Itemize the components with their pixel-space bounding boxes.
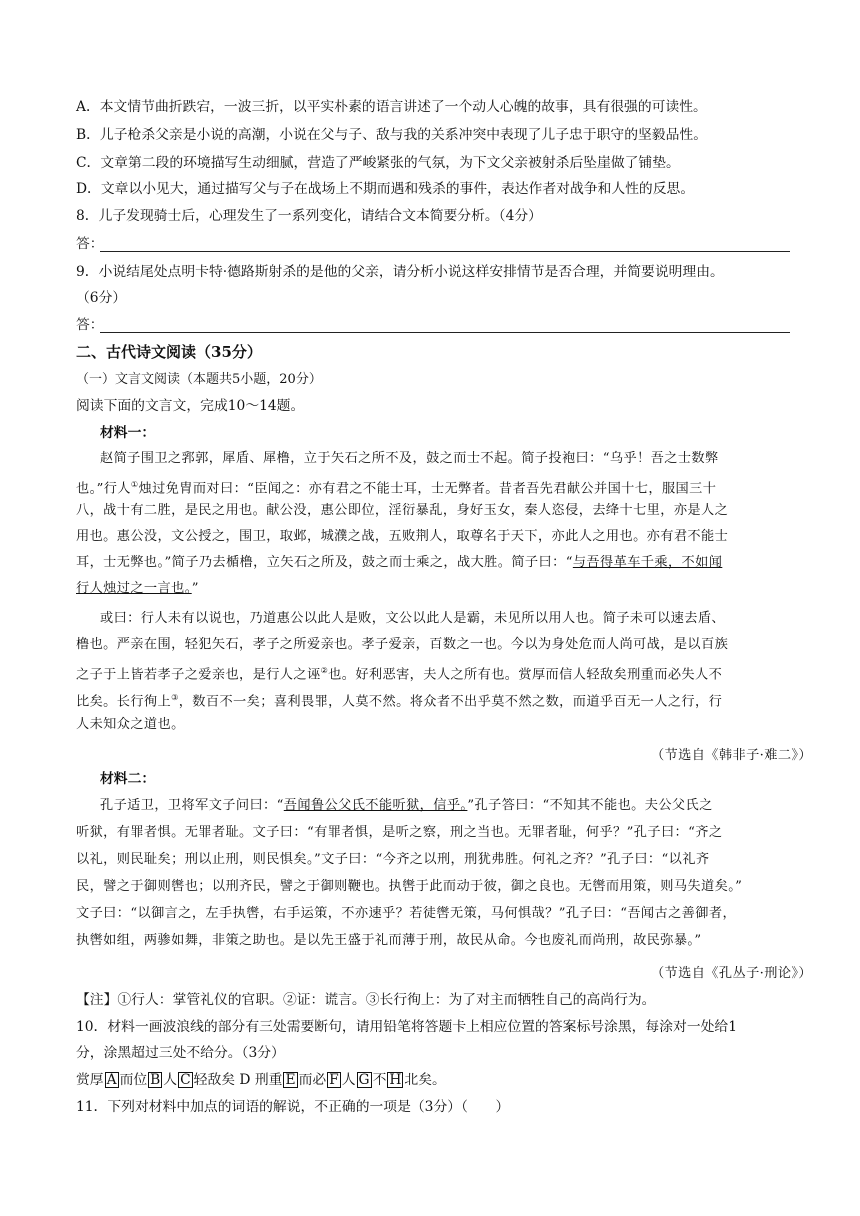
m1-line-5: 耳，士无弊也。”简子乃去楯橹，立矢石之所及，鼓之而士乘之，战大胜。简子曰：“与吾得革车千乘，不如闻	[76, 555, 723, 570]
break-option-b[interactable]: B	[150, 1072, 161, 1088]
m1-line-6: 行人烛过之一言也。”	[76, 581, 199, 596]
break-option-a[interactable]: A	[106, 1072, 117, 1088]
annotation-note: 【注】①行人：掌管礼仪的官职。②证：谎言。③长行徇上：为了对主而牺牲自己的高尚行为。	[76, 992, 656, 1008]
m1b-line-4: 比矣。长行徇上③，数百不一矣；喜利畏罪，人莫不然。将众者不出乎莫不然之数，而道乎百无一人之行，行	[76, 693, 723, 710]
note-marker-3: ③	[171, 693, 179, 702]
question-10-line2: 分，涂黑超过三处不给分。（3分）	[76, 1045, 285, 1061]
question-9-line2: （6分）	[76, 290, 127, 306]
m1-line-4: 用也。惠公没，文公授之，围卫，取邺，城濮之战，五败荆人，取尊名于天下，亦此人之用也。亦有君不能士	[76, 529, 729, 544]
material-1-label: 材料一：	[100, 425, 156, 441]
m1-line-2: 也。”行人①烛过免胄而对曰：“臣闻之：亦有君之不能士耳，士无弊者。昔者吾先君献公并国十七，服国三十	[76, 480, 717, 497]
option-c: C．文章第二段的环境描写生动细腻，营造了严峻紧张的气氛，为下文父亲被射杀后坠崖做了铺垫。	[76, 155, 680, 171]
underlined-sentence-cont: 行人烛过之一言也。	[76, 581, 192, 596]
m1b-line-5: 人未知众之道也。	[76, 717, 185, 732]
m2-line-6: 执辔如组，两骖如舞，非策之助也。是以先王盛于礼而薄于刑，故民从命。今也废礼而尚刑，故民弥暴。”	[76, 933, 702, 948]
note-marker-1: ①	[130, 480, 139, 489]
underlined-question: 吾闻鲁公父氏不能听狱，信乎。	[283, 798, 468, 813]
section-title: 二、古代诗文阅读（35分）	[76, 343, 262, 361]
material-2-label: 材料二：	[100, 771, 156, 787]
m2-line-3: 以礼，则民耻矣；刑以止刑，则民惧矣。”文子曰：“今齐之以刑，刑犹弗胜。何礼之齐？”孔子曰：“以礼齐	[76, 852, 710, 867]
option-a: A．本文情节曲折跌宕，一波三折，以平实朴素的语言讲述了一个动人心魄的故事，具有很强的可读性。	[76, 99, 707, 115]
note-marker-2: ②	[320, 666, 329, 675]
m2-line-4: 民，譬之于御则辔也；以刑齐民，譬之于御则鞭也。执辔于此而动于彼，御之良也。无辔而用策，则马失道矣。”	[76, 879, 743, 894]
break-option-g[interactable]: G	[358, 1072, 370, 1088]
answer-line-9[interactable]	[100, 332, 790, 333]
m2-line-5: 文子曰：“以御言之，左手执辔，右手运策，不亦速乎？若徒辔无策，马何惧哉？”孔子曰：“吾闻古之善御者，	[76, 906, 737, 921]
section-subtitle: （一）文言文阅读（本题共5小题，20分）	[76, 372, 322, 387]
m1-line-3: 八，战十有二胜，是民之用也。献公没，惠公即位，淫衍暴乱，身好玉女，秦人恣侵，去绛十七里，亦是人之	[76, 503, 729, 518]
question-8: 8．儿子发现骑士后，心理发生了一系列变化，请结合文本简要分析。（4分）	[76, 208, 542, 224]
question-11: 11．下列对材料中加点的词语的解说，不正确的一项是（3分）（ ）	[76, 1099, 510, 1115]
m1b-line-2: 橹也。严亲在围，轻犯矢石，孝子之所爱亲也。孝子爱亲，百数之一也。今以为身处危而人尚可战，是以百族	[76, 637, 729, 652]
option-b: B．儿子枪杀父亲是小说的高潮，小说在父与子、敌与我的关系冲突中表现了儿子忠于职守的坚毅品性。	[76, 127, 707, 143]
break-option-f[interactable]: F	[329, 1072, 339, 1088]
answer-label-8: 答：	[76, 236, 104, 252]
m1-line-1: 赵简子围卫之郛郭，犀盾、犀橹，立于矢石之所不及，鼓之而士不起。简子投袍曰：“乌乎！吾之士数弊	[100, 451, 719, 466]
material-2-source: （节选自《孔丛子·刑论》）	[650, 966, 812, 981]
option-d: D．文章以小见大，通过描写父与子在战场上不期而遇和残杀的事件，表达作者对战争和人性的反思。	[76, 181, 695, 197]
m1b-line-3: 之子于上皆若孝子之爱亲也，是行人之诬②也。好利恶害，夫人之所有也。赏厚而信人轻敌矣刑重而必失人不	[76, 666, 723, 683]
material-1-source: （节选自《韩非子·难二》）	[650, 748, 812, 763]
underlined-sentence: 与吾得革车千乘，不如闻	[572, 555, 723, 570]
break-option-c[interactable]: C	[180, 1072, 191, 1088]
question-10-sentence: 赏厚 A 而位 B 人 C 轻敌矣 D 刑重 E 而必 F 人 G 不 H 北矣。	[76, 1072, 446, 1088]
question-9-line1: 9．小说结尾处点明卡特·德路斯射杀的是他的父亲，请分析小说这样安排情节是否合理，并简要说明理由。	[76, 264, 724, 280]
answer-line-8[interactable]	[100, 251, 790, 252]
break-option-e[interactable]: E	[285, 1072, 296, 1088]
m1b-line-1: 或曰：行人未有以说也，乃道惠公以此人是败，文公以此人是霸，未见所以用人也。简子未可以速去盾、	[100, 611, 726, 626]
answer-label-9: 答：	[76, 317, 104, 333]
break-option-h[interactable]: H	[389, 1072, 402, 1088]
m2-line-1: 孔子适卫，卫将军文子问曰：“吾闻鲁公父氏不能听狱，信乎。”孔子答曰：“不知其不能也。夫公父氏之	[100, 798, 713, 813]
section-instruction: 阅读下面的文言文，完成10～14题。	[76, 398, 305, 414]
question-10-line1: 10．材料一画波浪线的部分有三处需要断句，请用铅笔将答题卡上相应位置的答案标号涂黑，每涂对一处给1	[76, 1019, 737, 1035]
m2-line-2: 听狱，有罪者惧。无罪者耻。文子曰：“有罪者惧，是听之察，刑之当也。无罪者耻，何乎？”孔子曰：“齐之	[76, 825, 723, 840]
